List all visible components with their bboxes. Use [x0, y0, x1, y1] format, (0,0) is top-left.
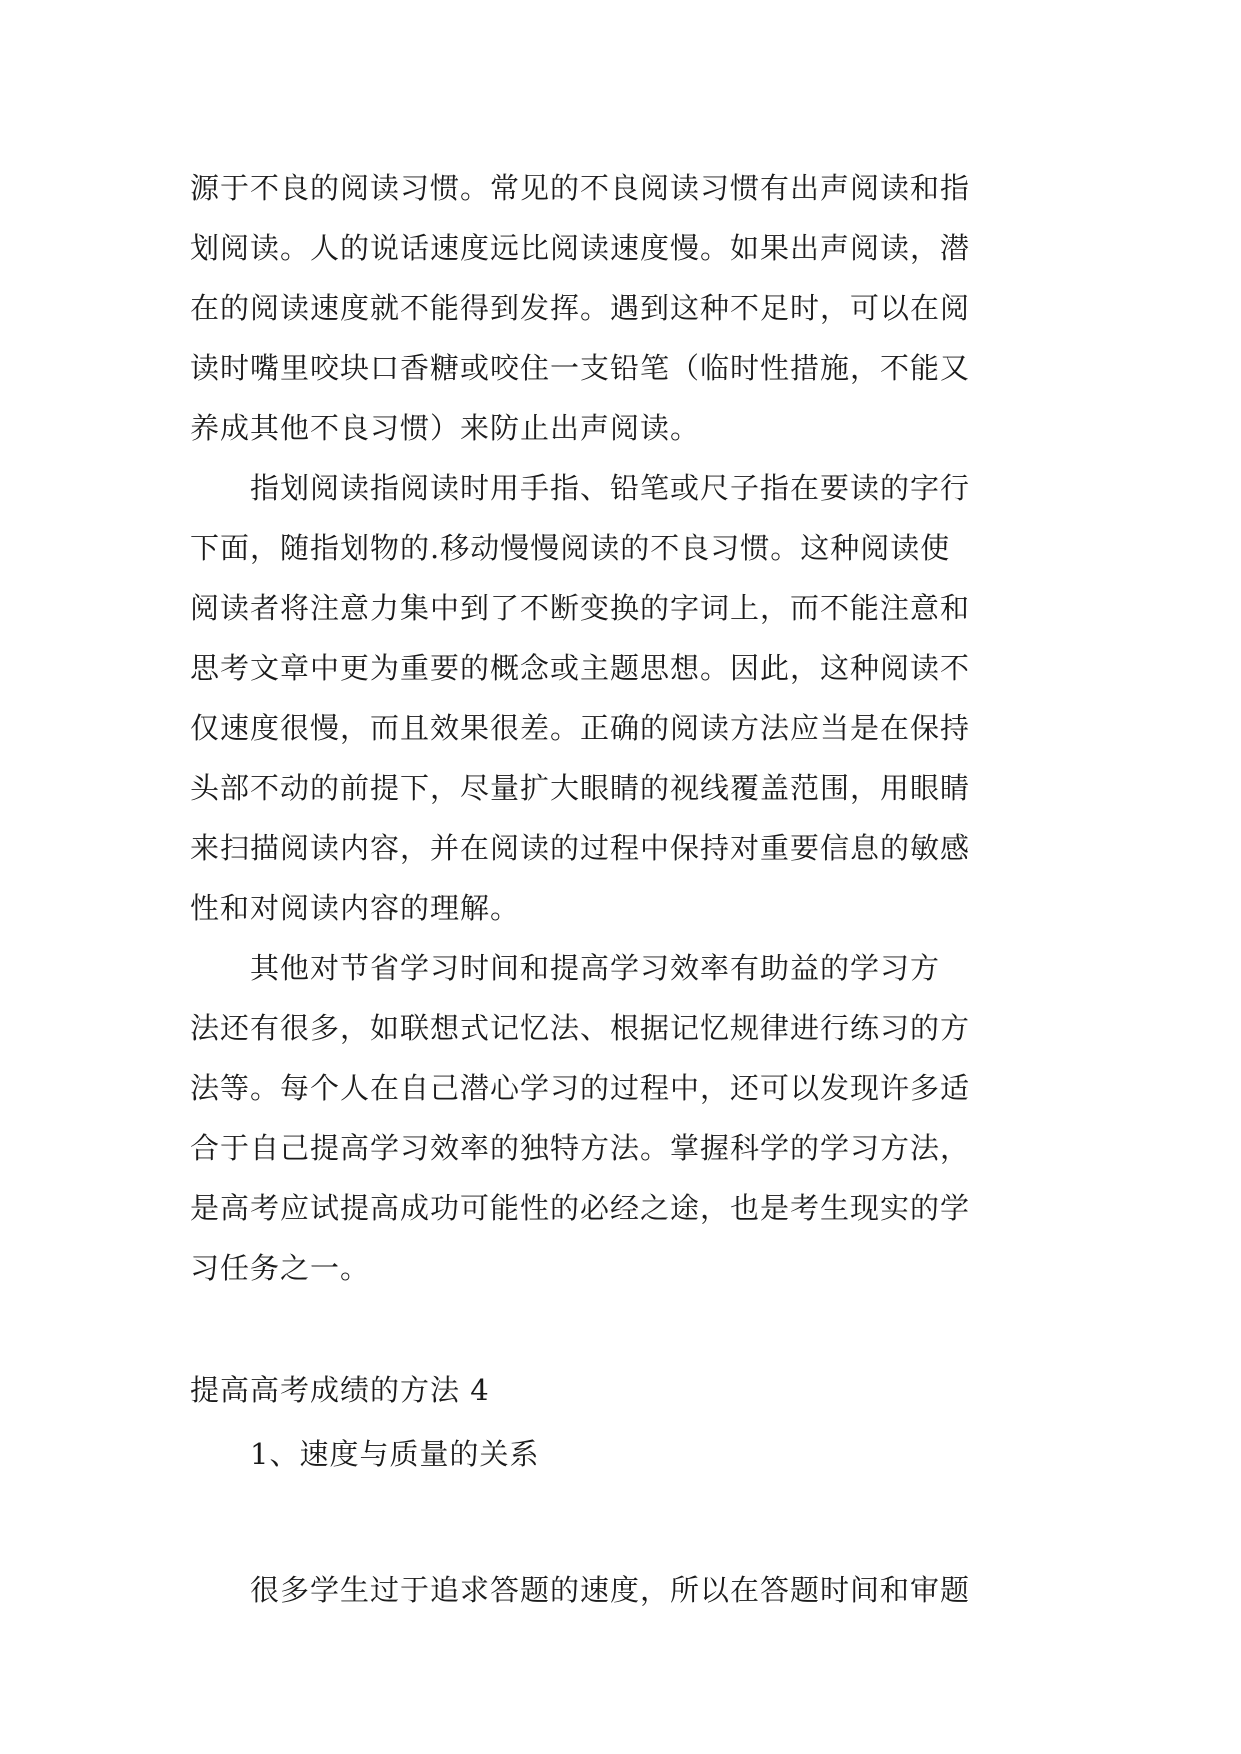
text-line: 养成其他不良习惯）来防止出声阅读。 — [190, 411, 701, 445]
text-line: 性和对阅读内容的理解。 — [190, 891, 521, 925]
text-line: 源于不良的阅读习惯。常见的不良阅读习惯有出声阅读和指 — [190, 171, 971, 205]
text-line: 阅读者将注意力集中到了不断变换的字词上，而不能注意和 — [190, 591, 971, 625]
text-line: 仅速度很慢，而且效果很差。正确的阅读方法应当是在保持 — [190, 711, 971, 745]
text-line: 思考文章中更为重要的概念或主题思想。因此，这种阅读不 — [190, 651, 971, 685]
text-line: 是高考应试提高成功可能性的必经之途，也是考生现实的学 — [190, 1191, 971, 1225]
text-line: 合于自己提高学习效率的独特方法。掌握科学的学习方法， — [190, 1131, 971, 1165]
document-body — [190, 158, 1052, 1620]
text-line: 读时嘴里咬块口香糖或咬住一支铅笔（临时性措施，不能又 — [190, 351, 971, 385]
text-line: 划阅读。人的说话速度远比阅读速度慢。如果出声阅读，潜 — [190, 231, 971, 265]
text-line: 法等。每个人在自己潜心学习的过程中，还可以发现许多适 — [190, 1071, 971, 1105]
text-line: 习任务之一。 — [190, 1251, 371, 1285]
text-line: 法还有很多，如联想式记忆法、根据记忆规律进行练习的方 — [190, 1011, 971, 1045]
paragraph-1 — [190, 158, 1052, 458]
text-line: 其他对节省学习时间和提高学习效率有助益的学习方 — [190, 951, 941, 985]
text-line: 指划阅读指阅读时用手指、铅笔或尺子指在要读的字行 — [190, 471, 971, 505]
section-heading: 提高高考成绩的方法 4 — [190, 1373, 490, 1407]
text-line: 来扫描阅读内容，并在阅读的过程中保持对重要信息的敏感 — [190, 831, 971, 865]
paragraph-2 — [190, 458, 1052, 938]
subheading: 1、速度与质量的关系 — [190, 1437, 540, 1471]
paragraph-4 — [190, 1560, 1052, 1620]
text-line: 下面，随指划物的.移动慢慢阅读的不良习惯。这种阅读使 — [190, 531, 951, 565]
text-line: 很多学生过于追求答题的速度，所以在答题时间和审题 — [190, 1573, 971, 1607]
text-line: 在的阅读速度就不能得到发挥。遇到这种不足时，可以在阅 — [190, 291, 971, 325]
paragraph-3 — [190, 938, 1052, 1298]
text-line: 头部不动的前提下，尽量扩大眼睛的视线覆盖范围，用眼睛 — [190, 771, 971, 805]
